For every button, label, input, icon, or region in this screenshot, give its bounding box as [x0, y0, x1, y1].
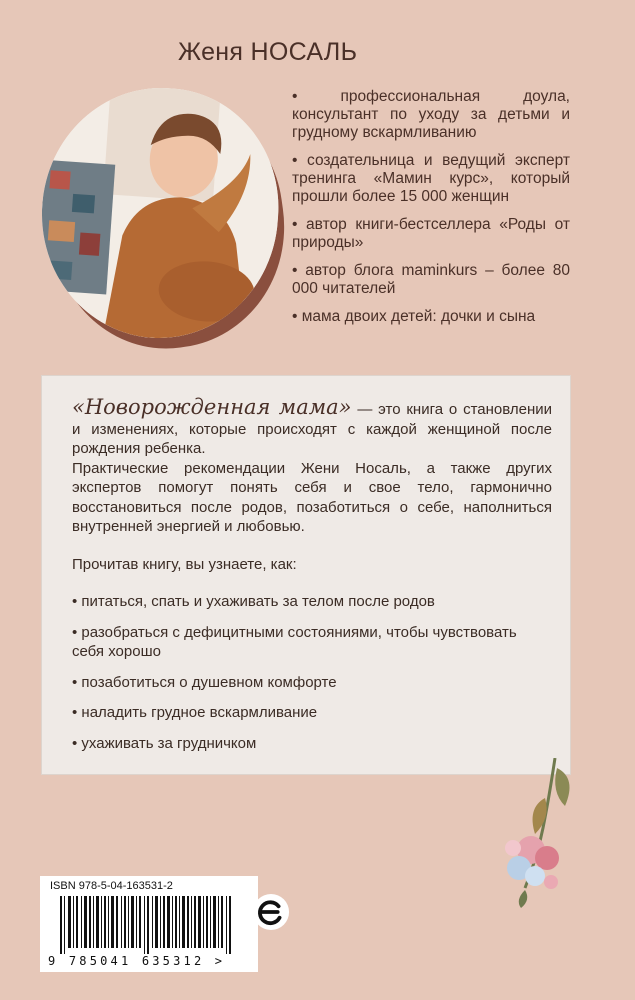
flower-illustration: [485, 758, 585, 908]
list-item: • разобраться с дефицитными состояниями, чтобы чувствовать себя хорошо: [72, 623, 517, 660]
description-paragraph: [72, 395, 553, 459]
barcode: [40, 876, 258, 972]
description-card: [42, 376, 570, 774]
book-title: «Новорожденная мама»: [72, 395, 352, 419]
isbn-label: ISBN 978-5-04-163531-2: [50, 880, 173, 892]
list-item: • ухаживать за грудничком: [72, 734, 257, 752]
bio-item: • мама двоих детей: дочки и сына: [292, 308, 536, 325]
author-name: Женя НОСАЛЬ: [178, 38, 358, 66]
description-paragraph-2: Практические рекомендации Жени Носаль, а также других экспертов помогут понять себя и свое тело, гармонично восстановиться после родов, позаботиться о себе, наполниться внутренней энергией и любовью.: [72, 459, 552, 535]
author-bio-list: [292, 88, 570, 336]
benefits-list: [72, 592, 552, 753]
publisher-logo-icon: [252, 893, 290, 931]
list-item: • наладить грудное вскармливание: [72, 704, 318, 721]
description-text: — это книга о становлении и изменениях, которые происходят с каждой женщиной после рождения ребенка.: [72, 401, 553, 457]
list-item: • питаться, спать и ухаживать за телом после родов: [72, 593, 435, 610]
bio-item: • автор книги-бестселлера «Роды от природы»: [292, 216, 570, 251]
list-item: • позаботиться о душевном комфорте: [72, 673, 337, 691]
author-photo: [38, 84, 288, 352]
bio-item: • создательница и ведущий эксперт тренинга «Мамин курс», который прошли более 15 000 женщин: [292, 152, 570, 205]
list-intro: Прочитав книгу, вы узнаете, как:: [72, 555, 297, 573]
bio-item: • профессиональная доула, консультант по уходу за детьми и грудному вскармливанию: [292, 88, 570, 141]
barcode-digits: 9 785041 635312 >: [48, 954, 226, 968]
bio-item: • автор блога maminkurs – более 80 000 читателей: [292, 262, 570, 297]
